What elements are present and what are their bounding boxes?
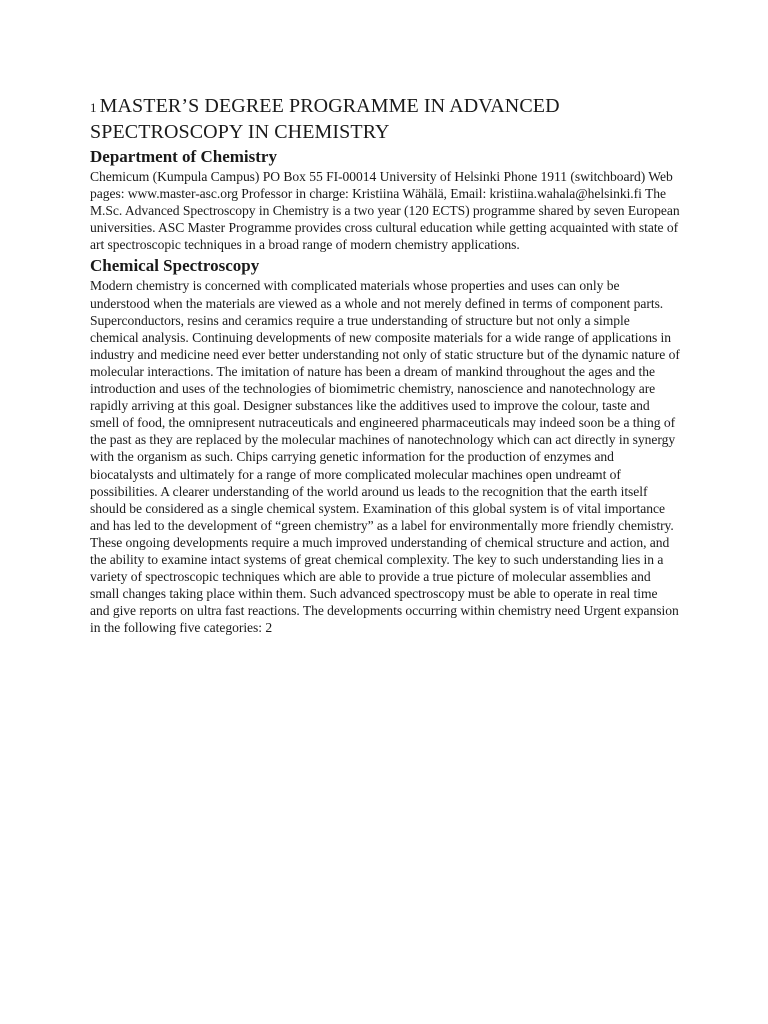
document-title-text: MASTER’S DEGREE PROGRAMME IN ADVANCED SPECTROSCOPY IN CHEMISTRY	[90, 95, 560, 143]
section-heading-department: Department of Chemistry	[90, 147, 277, 166]
paragraph-chemical-spectroscopy: Modern chemistry is concerned with complicated materials whose properties and uses can only be understood when the materials are viewed as a whole and not merely defined in terms of component parts. Superconductors, resins and ceramics require a true understanding of structure but not only a simple chemical analysis. Continuing developments of new composite materials for a wide range of applications in industry and medicine need ever better understanding not only of static structure but of the dynamic nature of molecular interactions. The imitation of nature has been a dream of mankind throughout the ages and the introduction and uses of the technologies of biomimetric chemistry, nanoscience and nanotechnology are rapidly arriving at this goal. Designer substances like the additives used to improve the colour, taste and smell of food, the omnipresent nutraceuticals and engineered pharmaceuticals may indeed soon be a thing of the past as they are replaced by the molecular machines of nanotechnology which can act directly in synergy with the organism as such. Chips carrying genetic information for the production of enzymes and biocatalysts and ultimately for a range of more complicated molecular machines open undreamt of possibilities. A clearer understanding of the world around us leads to the recognition that the earth itself should be considered as a single chemical system. Examination of this global system is of vital importance and has led to the development of “green chemistry” as a label for environmentally more friendly chemistry. These ongoing developments require a much improved understanding of chemical structure and action, and the ability to examine intact systems of great chemical complexity. The key to such understanding lies in a variety of spectroscopic techniques which are able to provide a true picture of molecular assemblies and small changes taking place within them. Such advanced spectroscopy must be able to operate in real time and give reports on ultra fast reactions. The developments occurring within chemistry need Urgent expansion in the following five categories: 2	[90, 278, 680, 636]
document-page	[90, 94, 680, 636]
section-heading-chemical-spectroscopy: Chemical Spectroscopy	[90, 256, 260, 276]
page-number: 1	[90, 100, 97, 115]
paragraph-department: Chemicum (Kumpula Campus) PO Box 55 FI-00014 University of Helsinki Phone 1911 (switchboard) Web pages: www.master-asc.org Professor in charge: Kristiina Wähälä, Email: kristiina.wahala@helsinki.fi The M.Sc. Advanced Spectroscopy in Chemistry is a two year (120 ECTS) programme shared by seven European universities. ASC Master Programme provides cross cultural education while getting acquainted with state of art spectroscopic techniques in a broad range of modern chemistry applications.	[90, 169, 680, 253]
document-title	[90, 94, 680, 144]
